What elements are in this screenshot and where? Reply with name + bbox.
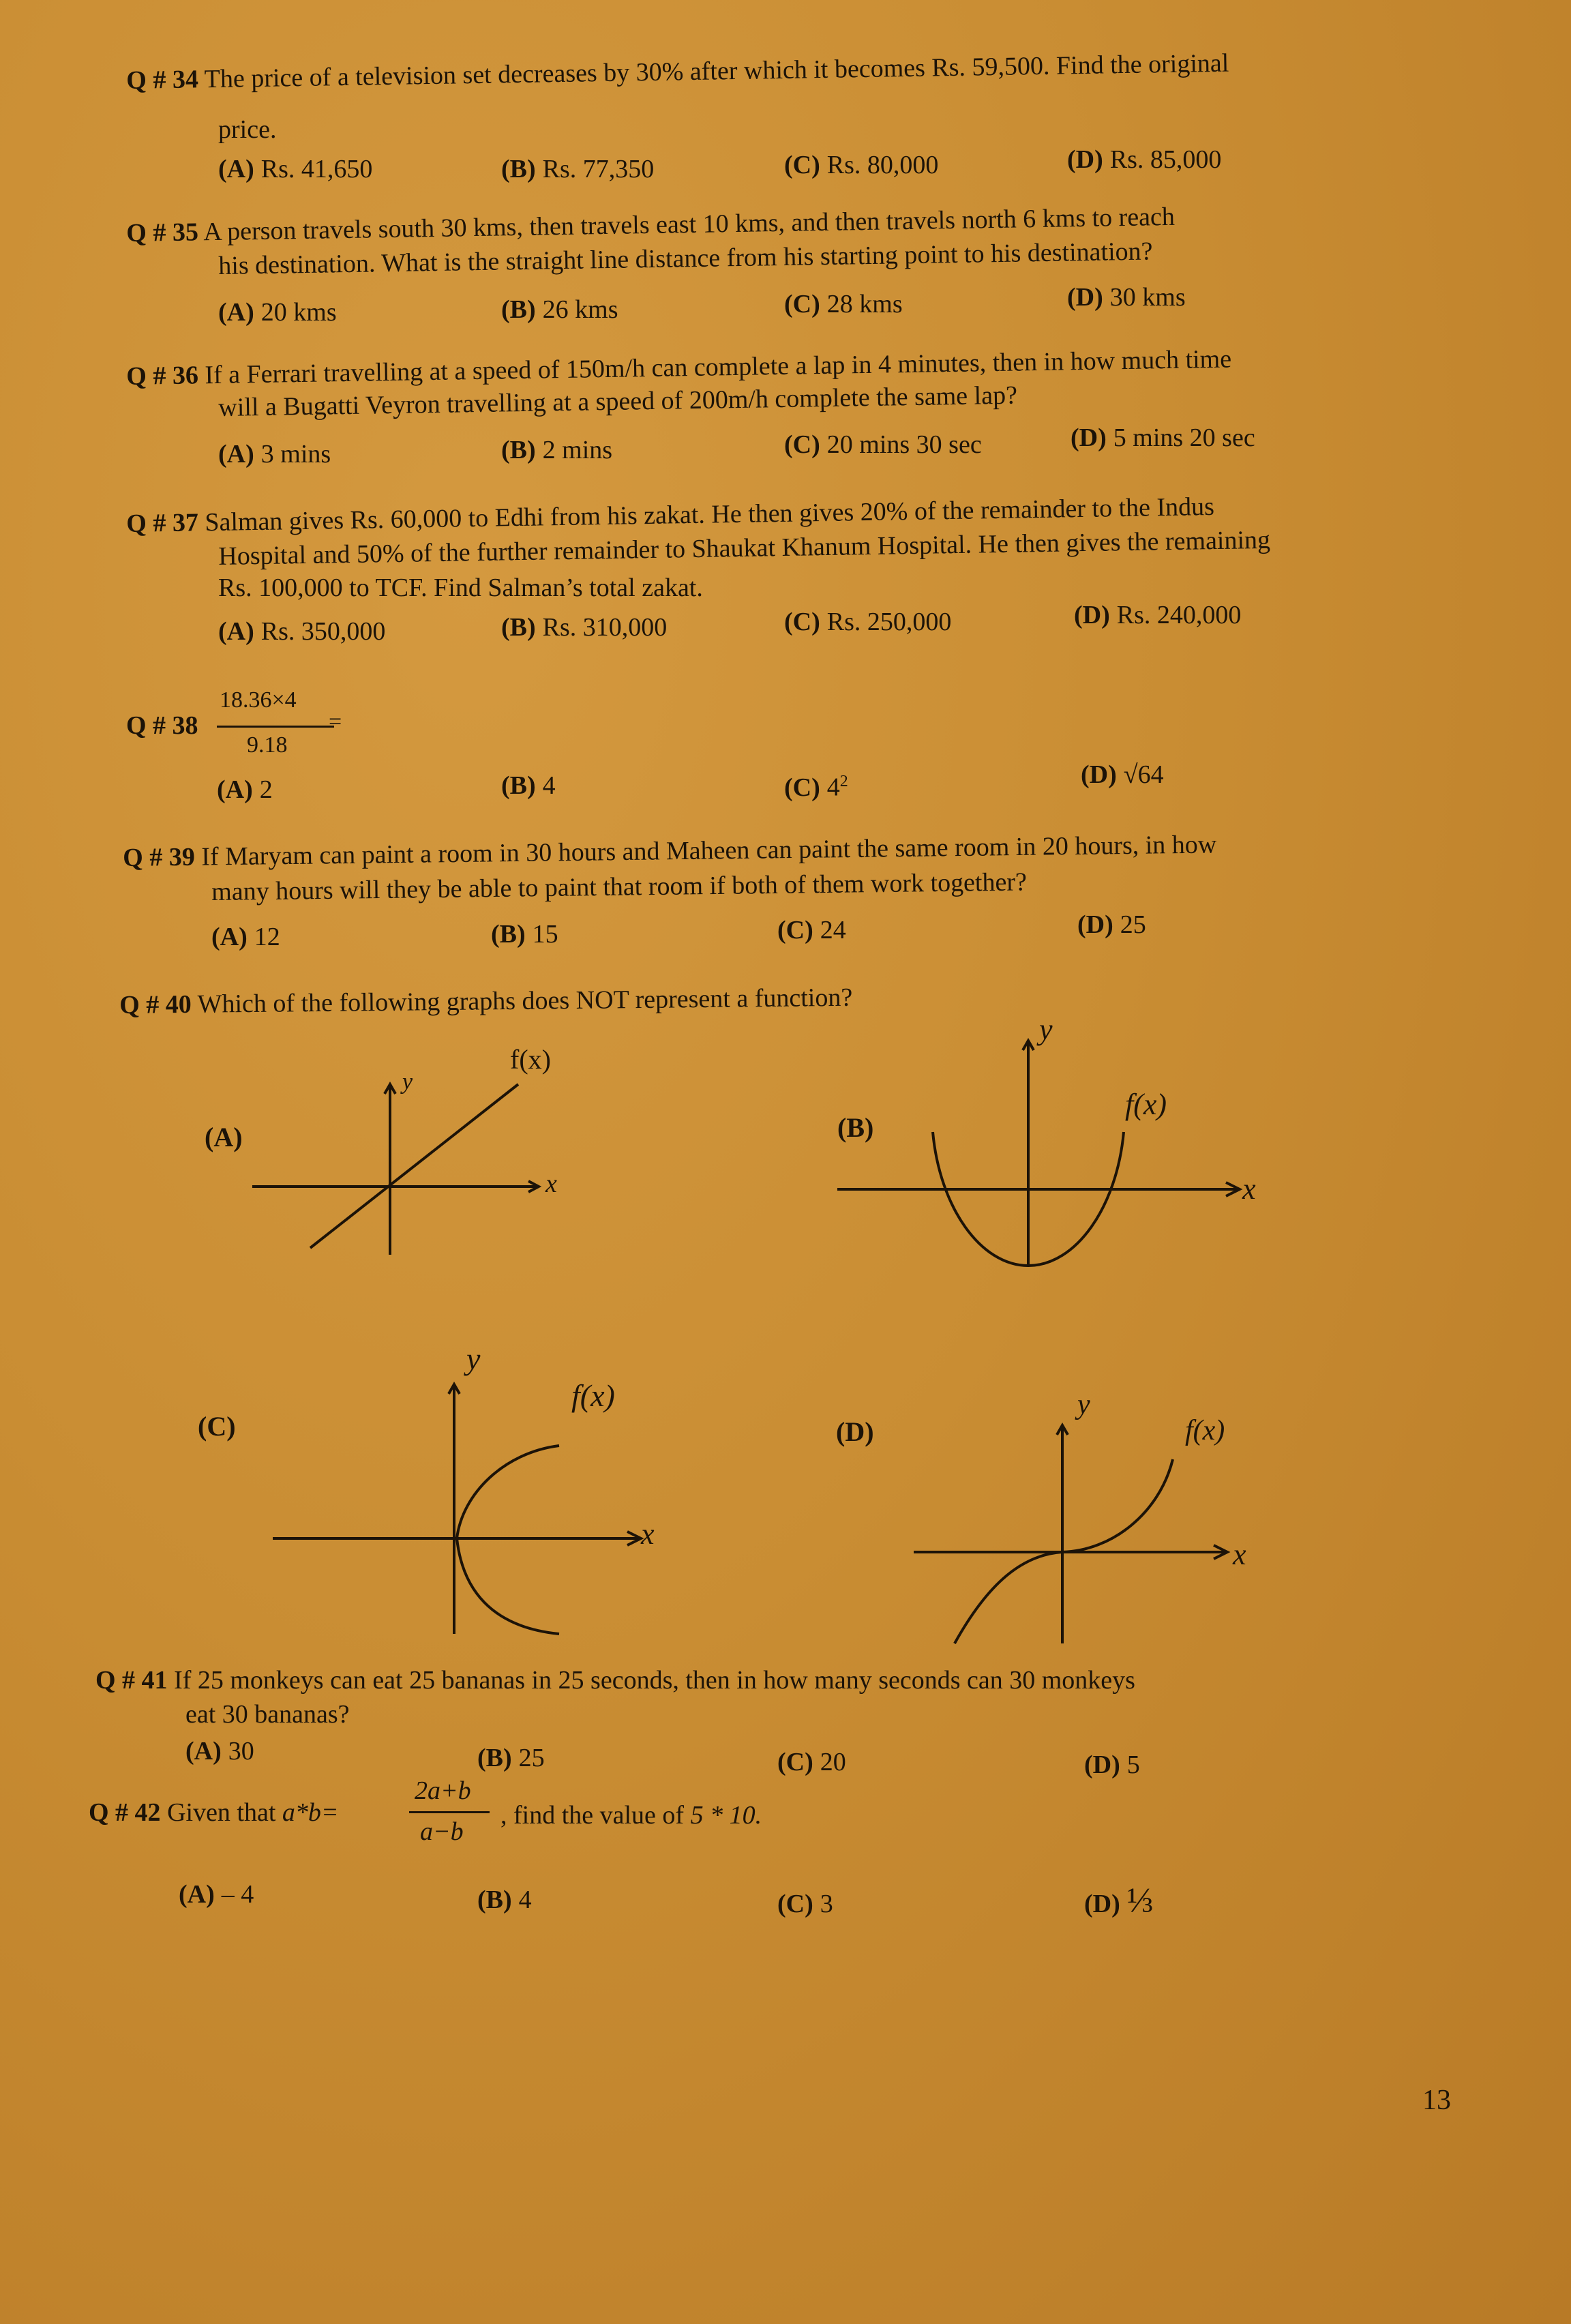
graph-b-y-label: y xyxy=(1039,1013,1053,1046)
graph-d-fx-label: f(x) xyxy=(1185,1415,1225,1446)
question-number: Q # 34 xyxy=(126,65,199,95)
option-b: (B) 4 xyxy=(501,771,556,800)
fraction-bar xyxy=(409,1811,490,1813)
graph-c-fx-label: f(x) xyxy=(571,1378,615,1413)
fraction-denominator: a−b xyxy=(420,1817,464,1846)
graph-b-label: (B) xyxy=(837,1112,874,1143)
graph-b-fx-label: f(x) xyxy=(1125,1088,1167,1121)
question-text: The price of a television set decreases by 30% after which it becomes Rs. 59,500. Find the original xyxy=(204,48,1229,94)
option-c: (C) 24 xyxy=(777,916,846,944)
graph-a-fx-label: f(x) xyxy=(510,1044,551,1075)
option-b: (B) 2 mins xyxy=(501,436,613,464)
expression: a*b= xyxy=(282,1798,339,1827)
option-d: (D) 30 kms xyxy=(1067,283,1186,312)
question-text: If Maryam can paint a room in 30 hours and Maheen can paint the same room in 20 hours, in how xyxy=(201,830,1217,872)
question-42-suffix: , find the value of 5 * 10. xyxy=(500,1801,762,1830)
option-b: (B) 25 xyxy=(477,1744,545,1772)
question-text-cont: his destination. What is the straight line distance from his starting point to his destination? xyxy=(218,237,1153,280)
graph-c-x-label: x xyxy=(641,1517,655,1551)
option-a: (A) Rs. 41,650 xyxy=(218,155,373,183)
option-c: (C) 20 mins 30 sec xyxy=(784,430,982,459)
question-text-cont: price. xyxy=(218,115,277,144)
question-number: Q # 41 xyxy=(95,1666,168,1695)
question-number: Q # 42 xyxy=(89,1798,161,1827)
option-a: (A) 2 xyxy=(217,775,273,804)
option-a: (A) 30 xyxy=(185,1737,254,1766)
question-text: Which of the following graphs does NOT represent a function? xyxy=(197,983,853,1019)
question-text-cont: Hospital and 50% of the further remainder to Shaukat Khanum Hospital. He then gives the remaining xyxy=(218,525,1271,571)
option-b: (B) 15 xyxy=(491,920,558,949)
option-d: (D) √64 xyxy=(1081,760,1164,789)
option-c: (C) Rs. 250,000 xyxy=(784,608,952,636)
option-c: (C) 3 xyxy=(777,1890,833,1918)
graph-c-y-label: y xyxy=(466,1341,481,1376)
option-b: (B) Rs. 310,000 xyxy=(501,613,668,642)
graph-b-x-label: x xyxy=(1242,1172,1256,1206)
option-c: (C) $4^2$ xyxy=(784,773,848,802)
graph-a-y-label: y xyxy=(402,1069,413,1094)
question-number: Q # 35 xyxy=(126,218,199,248)
fraction-numerator: 2a+b xyxy=(415,1776,471,1805)
question-36 xyxy=(126,344,1231,391)
graph-d-y-label: y xyxy=(1077,1389,1090,1420)
fraction-numerator: 18.36×4 xyxy=(220,687,297,713)
graph-d-x-label: x xyxy=(1233,1538,1246,1571)
option-d: (D) Rs. 85,000 xyxy=(1067,145,1222,174)
question-number: Q # 36 xyxy=(126,361,199,391)
option-c: (C) Rs. 80,000 xyxy=(784,151,939,179)
question-39 xyxy=(123,829,1216,873)
fraction-bar xyxy=(217,726,334,728)
graph-d-label: (D) xyxy=(836,1416,874,1447)
graph-c xyxy=(273,1371,655,1643)
option-d: (D) 5 mins 20 sec xyxy=(1071,423,1255,452)
page-number: 13 xyxy=(1422,2085,1451,2116)
question-number: Q # 39 xyxy=(123,842,196,872)
question-text: A person travels south 30 kms, then travels east 10 kms, and then travels north 6 kms to reach xyxy=(203,202,1176,247)
option-b: (B) 4 xyxy=(477,1886,532,1914)
option-a: (A) 20 kms xyxy=(218,298,337,327)
option-a: (A) 12 xyxy=(211,923,280,951)
graph-a xyxy=(252,1077,552,1268)
question-text-cont: many hours will they be able to paint that room if both of them work together? xyxy=(211,867,1028,906)
graph-b xyxy=(837,1037,1246,1268)
option-a: (A) 3 mins xyxy=(218,440,331,468)
option-b: (B) 26 kms xyxy=(501,295,618,324)
option-c: (C) 20 xyxy=(777,1748,846,1776)
option-d: (D) Rs. 240,000 xyxy=(1074,601,1242,629)
question-text-cont: eat 30 bananas? xyxy=(185,1700,350,1729)
question-text-cont: will a Bugatti Veyron travelling at a speed of 200m/h complete the same lap? xyxy=(218,381,1018,422)
question-text: If a Ferrari travelling at a speed of 150m/h can complete a lap in 4 minutes, then in how much time xyxy=(205,344,1232,390)
question-text: Given that xyxy=(167,1798,276,1827)
question-42 xyxy=(89,1798,339,1828)
question-number: Q # 37 xyxy=(126,508,199,538)
question-text: If 25 monkeys can eat 25 bananas in 25 seconds, then in how many seconds can 30 monkeys xyxy=(174,1666,1135,1695)
graph-a-x-label: x xyxy=(545,1170,557,1198)
question-41 xyxy=(95,1665,1135,1695)
question-number: Q # 40 xyxy=(119,989,192,1019)
question-number: Q # 38 xyxy=(126,711,198,740)
option-a: (A) – 4 xyxy=(179,1880,254,1909)
option-c: (C) 28 kms xyxy=(784,290,903,318)
question-text: Salman gives Rs. 60,000 to Edhi from his zakat. He then gives 20% of the remainder to the Indus xyxy=(205,492,1215,537)
target-expression: 5 * 10. xyxy=(690,1801,762,1830)
graph-c-label: (C) xyxy=(198,1411,236,1442)
question-40 xyxy=(119,983,852,1020)
question-34 xyxy=(126,48,1229,95)
question-38 xyxy=(126,711,198,741)
equals-sign: = xyxy=(329,709,342,734)
fraction-denominator: 9.18 xyxy=(247,732,288,758)
option-d: (D) 25 xyxy=(1077,910,1146,939)
option-a: (A) Rs. 350,000 xyxy=(218,617,386,646)
option-b: (B) Rs. 77,350 xyxy=(501,155,655,183)
option-d: (D) ⅓ xyxy=(1084,1881,1154,1920)
option-d: (D) 5 xyxy=(1084,1751,1140,1779)
graph-d xyxy=(914,1418,1241,1650)
question-text-cont: Rs. 100,000 to TCF. Find Salman’s total zakat. xyxy=(218,573,703,602)
graph-a-label: (A) xyxy=(205,1122,243,1152)
